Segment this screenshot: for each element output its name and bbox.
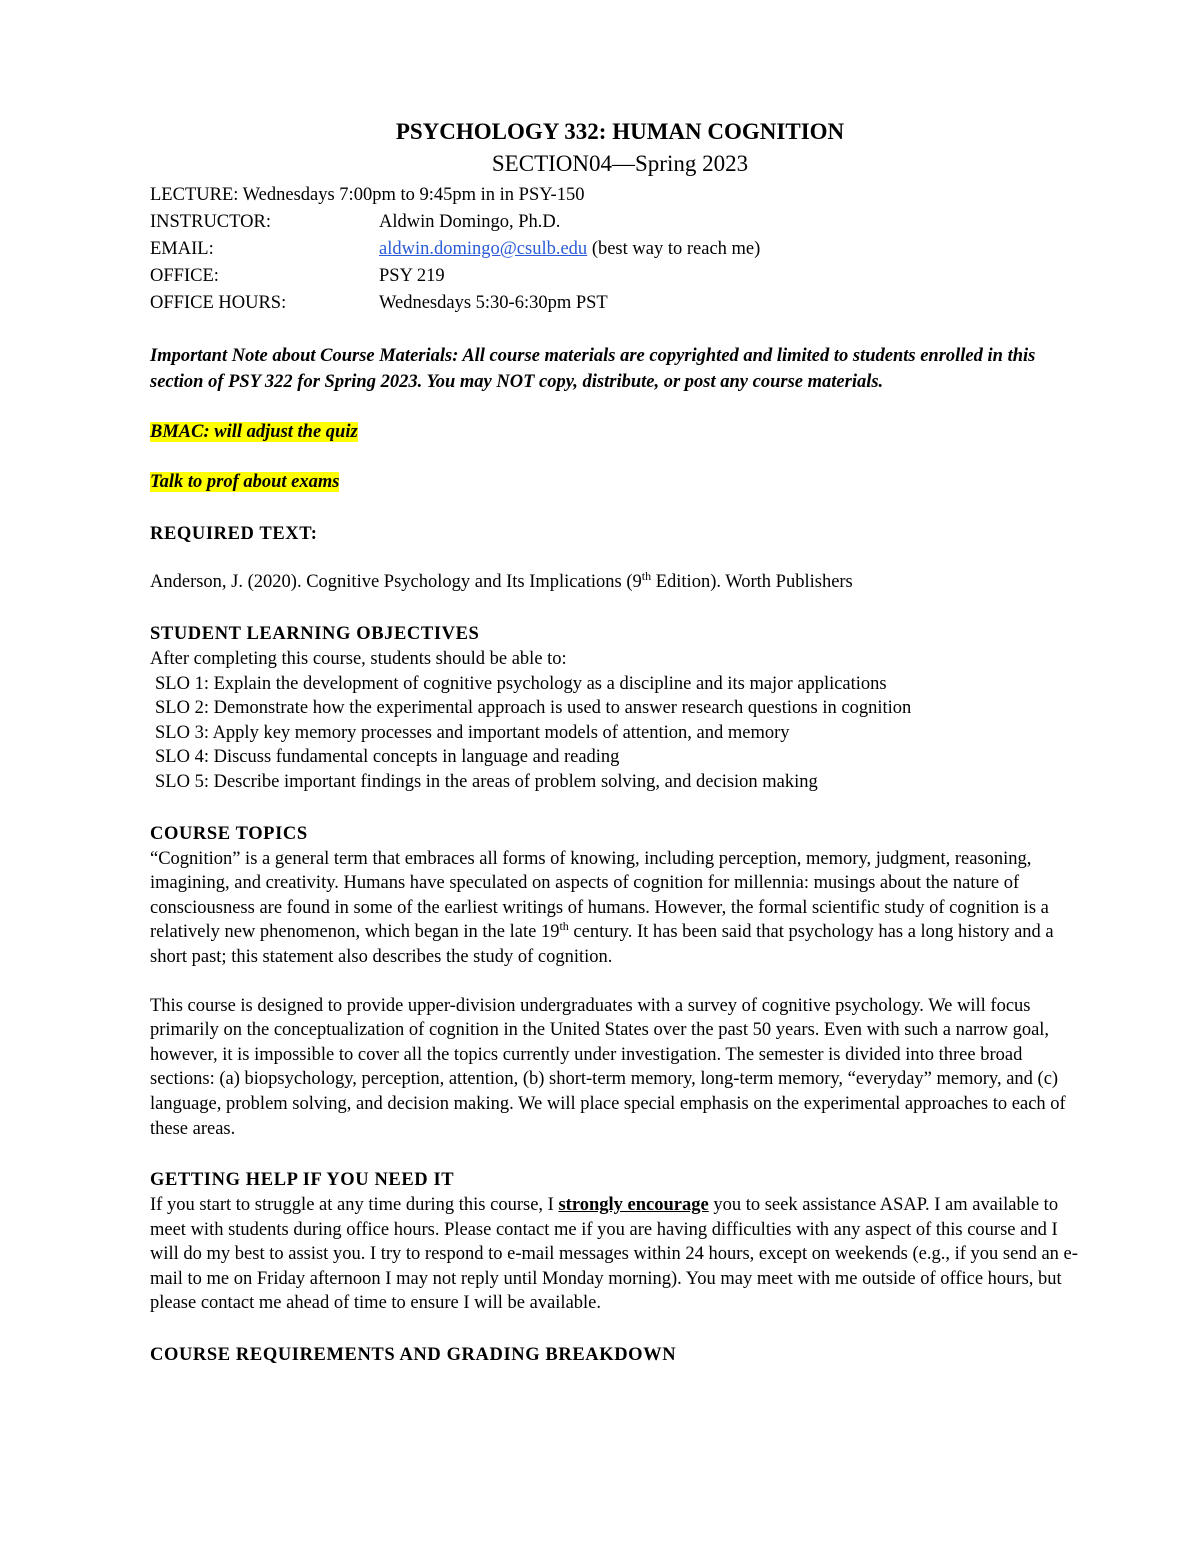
email-note: (best way to reach me) bbox=[587, 239, 761, 259]
required-text-heading: REQUIRED TEXT: bbox=[150, 524, 318, 544]
course-topics-heading: COURSE TOPICS bbox=[150, 823, 308, 844]
office-label: OFFICE: bbox=[150, 266, 219, 286]
instructor-label: INSTRUCTOR: bbox=[150, 212, 271, 232]
course-topics-paragraph-2: This course is designed to provide upper-division undergraduates with a survey of cognitive psychology. We will focus primarily on the conceptualization of cognition in the United States over the past 50 years. Even with such a narrow goal, however, it is impossible to cover all the topics currently under investigation. The semester is divided into three broad sections: (a) biopsychology, perception, attention, (b) short-term memory, long-term memory, “everyday” memory, and (c) language, problem solving, and decision making. We will place special emphasis on the experimental approaches to each of these areas. bbox=[150, 995, 1066, 1139]
office-row bbox=[150, 263, 1090, 290]
instructor-value: Aldwin Domingo, Ph.D. bbox=[379, 212, 561, 232]
slo-item: SLO 4: Discuss fundamental concepts in language and reading bbox=[155, 747, 620, 768]
office-hours-value: Wednesdays 5:30-6:30pm PST bbox=[379, 293, 608, 313]
objectives-intro: After completing this course, students should be able to: bbox=[150, 649, 567, 669]
course-title: PSYCHOLOGY 332: HUMAN COGNITION bbox=[395, 119, 845, 144]
strongly-encourage-emphasis: strongly encourage bbox=[558, 1195, 709, 1216]
getting-help-paragraph: If you start to struggle at any time during this course, I strongly encourage you to seek assistance ASAP. I am available to meet with students during office hours. Please contact me if you are having difficulties with any aspect of this course and I will do my best to assist you. I try to respond to e-mail messages within 24 hours, except on weekends (e.g., if you send an e-mail to me on Friday afternoon I may not reply until Monday morning). You may meet with me outside of office hours, but please contact me ahead of time to ensure I will be available. bbox=[150, 1195, 1078, 1314]
section-subtitle: SECTION04—Spring 2023 bbox=[491, 151, 749, 176]
email-link[interactable]: aldwin.domingo@csulb.edu bbox=[379, 239, 588, 259]
email-row bbox=[150, 236, 1090, 263]
objectives-heading: STUDENT LEARNING OBJECTIVES bbox=[150, 624, 480, 644]
lecture-info: LECTURE: Wednesdays 7:00pm to 9:45pm in in PSY-150 bbox=[150, 185, 585, 205]
office-hours-label: OFFICE HOURS: bbox=[150, 293, 287, 313]
grading-heading: COURSE REQUIREMENTS AND GRADING BREAKDOWN bbox=[150, 1345, 677, 1366]
highlighted-text: Talk to prof about exams bbox=[150, 472, 340, 492]
slo-item: SLO 3: Apply key memory processes and important models of attention, and memory bbox=[155, 722, 790, 743]
instructor-row bbox=[150, 209, 1090, 236]
email-value bbox=[379, 236, 1090, 263]
email-label: EMAIL: bbox=[150, 239, 214, 259]
syllabus-page bbox=[150, 118, 1090, 1368]
highlighted-text: BMAC: will adjust the quiz bbox=[150, 422, 358, 442]
slo-item: SLO 1: Explain the development of cognitive psychology as a discipline and its major applications bbox=[155, 673, 887, 694]
office-hours-row bbox=[150, 290, 1090, 317]
slo-item: SLO 2: Demonstrate how the experimental approach is used to answer research questions in cognition bbox=[155, 698, 912, 719]
textbook-citation: Anderson, J. (2020). Cognitive Psychology and Its Implications (9th Edition). Worth Publishers bbox=[150, 568, 853, 592]
highlight-note-2 bbox=[150, 469, 1090, 495]
course-materials-note: Important Note about Course Materials: All course materials are copyrighted and limited to students enrolled in this section of PSY 322 for Spring 2023. You may NOT copy, distribute, or post any course materials. bbox=[150, 346, 1036, 392]
getting-help-heading: GETTING HELP IF YOU NEED IT bbox=[150, 1170, 455, 1191]
slo-item: SLO 5: Describe important findings in the areas of problem solving, and decision making bbox=[155, 771, 818, 792]
highlight-note-1 bbox=[150, 419, 1090, 445]
office-value: PSY 219 bbox=[379, 266, 445, 286]
course-topics-paragraph-1: “Cognition” is a general term that embraces all forms of knowing, including perception, memory, judgment, reasoning, imagining, and creativity. Humans have speculated on aspects of cognition for millennia: musings about the nature of consciousness are found in some of the earliest writings of humans. However, the formal scientific study of cognition is a relatively new phenomenon, which began in the late 19th century. It has been said that psychology has a long history and a short past; this statement also describes the study of cognition. bbox=[150, 848, 1054, 967]
